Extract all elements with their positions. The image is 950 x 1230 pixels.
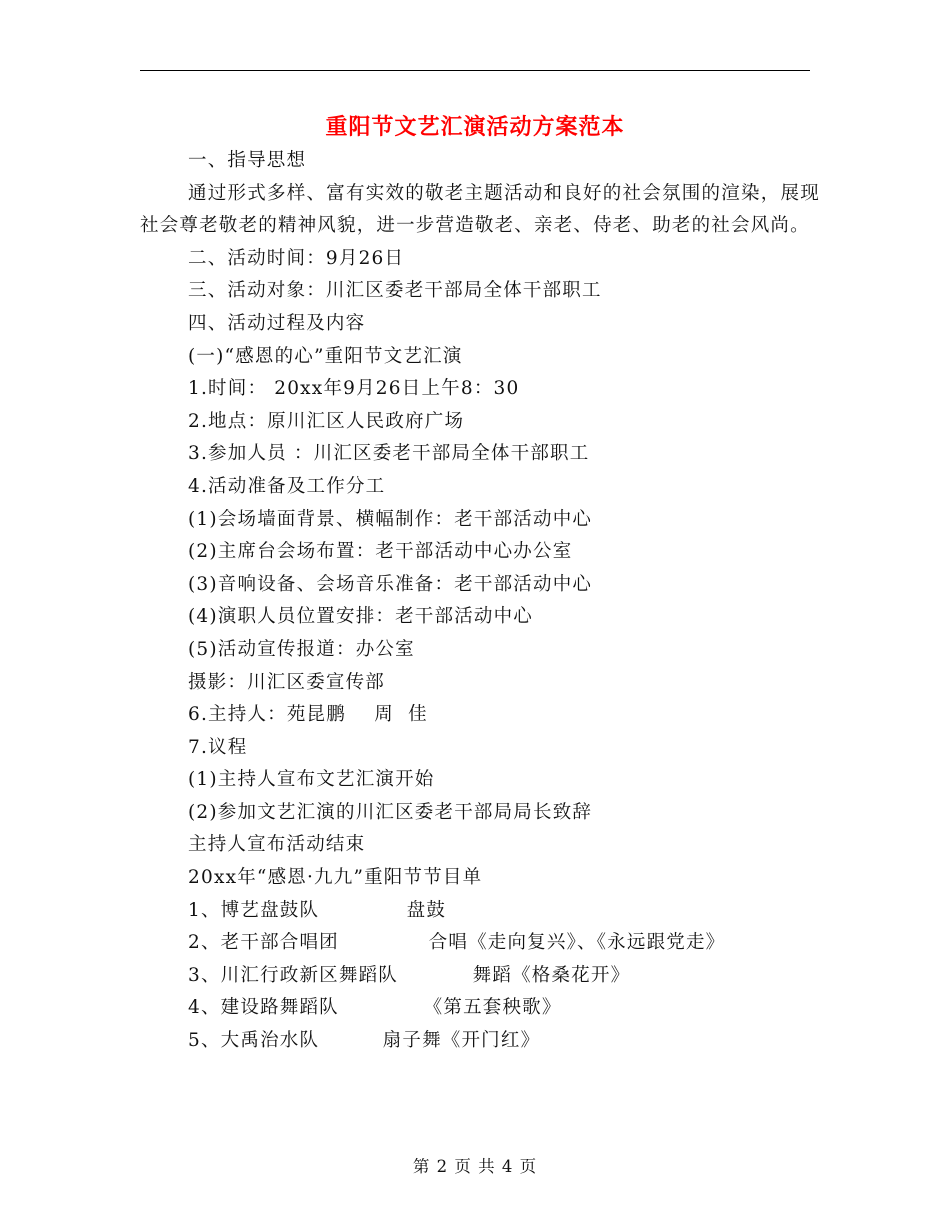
header-rule <box>140 70 810 71</box>
program-item <box>140 895 820 928</box>
section-heading-target: 三、活动对象：川汇区委老干部局全体干部职工 <box>188 280 602 302</box>
program-item <box>140 927 820 960</box>
agenda-item-1: (1)主持人宣布文艺汇演开始 <box>188 769 435 791</box>
paragraph-guiding-thought: 通过形式多样、富有实效的敬老主题活动和良好的社会氛围的渲染，展现社会尊老敬老的精神风貌，进一步营造敬老、亲老、侍老、助老的社会风尚。 <box>140 182 820 237</box>
list-item-photography: 摄影：川汇区委宣传部 <box>188 671 386 693</box>
program-item-content: 合唱《走向复兴》、《永远跟党走》 <box>428 932 726 954</box>
program-item-number: 2、 <box>188 932 221 954</box>
program-item-group: 博艺盘鼓队 <box>220 899 320 921</box>
program-item-number: 3、 <box>188 964 221 986</box>
list-item-prep-3: (3)音响设备、会场音乐准备：老干部活动中心 <box>188 573 593 595</box>
program-item-content: 扇子舞《开门红》 <box>382 1030 541 1052</box>
document-body <box>140 145 820 1058</box>
list-item-location: 2.地点：原川汇区人民政府广场 <box>188 410 465 432</box>
list-item-participants: 3.参加人员 ：川汇区委老干部局全体干部职工 <box>188 443 590 465</box>
list-item-preparation: 4.活动准备及工作分工 <box>188 475 386 497</box>
program-item <box>140 992 820 1025</box>
agenda-item-2: (2)参加文艺汇演的川汇区委老干部局局长致辞 <box>188 801 593 823</box>
list-item-agenda: 7.议程 <box>188 736 248 758</box>
section-heading-process: 四、活动过程及内容 <box>188 312 366 334</box>
program-item-number: 5、 <box>188 1030 221 1052</box>
program-item-number: 1、 <box>188 899 221 921</box>
document-title: 重阳节文艺汇演活动方案范本 <box>325 114 625 140</box>
list-item-host: 6.主持人：苑昆鹏 周 佳 <box>188 704 428 726</box>
program-item-number: 4、 <box>188 997 221 1019</box>
program-item <box>140 960 820 993</box>
program-item-group: 大禹治水队 <box>220 1030 320 1052</box>
program-item <box>140 1025 820 1058</box>
program-item-content: 《第五套秧歌》 <box>423 997 562 1019</box>
program-item-group: 川汇行政新区舞蹈队 <box>220 964 398 986</box>
list-item-prep-2: (2)主席台会场布置：老干部活动中心办公室 <box>188 541 573 563</box>
program-item-content: 舞蹈《格桑花开》 <box>472 964 631 986</box>
page-footer: 第 2 页 共 4 页 <box>412 1157 538 1176</box>
section-heading-guiding-thought: 一、指导思想 <box>188 150 307 171</box>
section-heading-time: 二、活动时间：9月26日 <box>188 247 405 269</box>
program-item-group: 老干部合唱团 <box>220 932 339 954</box>
list-item-time: 1.时间： 20xx年9月26日上午8：30 <box>188 378 520 400</box>
list-item-prep-1: (1)会场墙面背景、横幅制作：老干部活动中心 <box>188 508 593 530</box>
program-item-content: 盘鼓 <box>406 899 447 921</box>
list-item-prep-5: (5)活动宣传报道：办公室 <box>188 638 415 660</box>
subsection-heading-gala: (一)“感恩的心”重阳节文艺汇演 <box>188 345 463 367</box>
agenda-item-end: 主持人宣布活动结束 <box>188 834 366 856</box>
program-heading: 20xx年“感恩·九九”重阳节节目单 <box>188 867 483 889</box>
program-item-group: 建设路舞蹈队 <box>220 997 339 1019</box>
list-item-prep-4: (4)演职人员位置安排：老干部活动中心 <box>188 606 534 628</box>
